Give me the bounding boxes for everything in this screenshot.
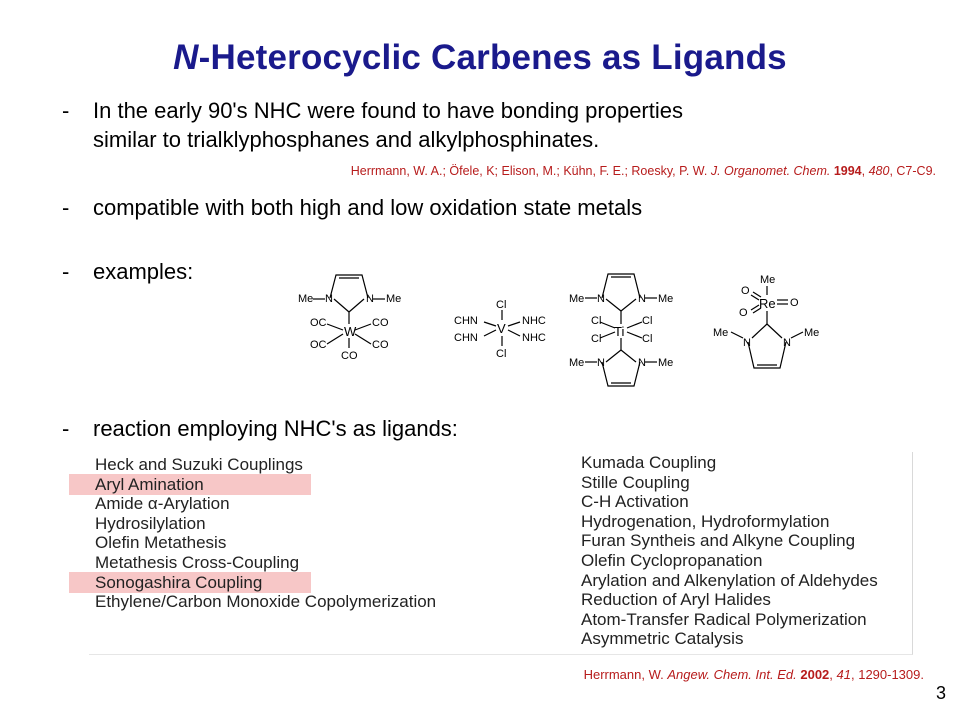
ti-cl-4: Cl	[642, 333, 653, 345]
w-co-bottom: CO	[372, 339, 389, 351]
list-item: Metathesis Cross-Coupling	[95, 552, 300, 572]
list-item: Ethylene/Carbon Monoxide Copolymerization	[95, 592, 437, 612]
bullet-dash: -	[62, 195, 70, 220]
v-chn-bottom: CHN	[454, 332, 478, 344]
slide-number: 3	[935, 683, 946, 703]
list-item: Hydrosilylation	[95, 513, 206, 533]
re-o-bottom: O	[739, 307, 748, 319]
reference-2-pages: , 1290-1309.	[850, 667, 924, 682]
ti-me-top-left: Me	[569, 293, 585, 305]
bullet-4	[62, 415, 458, 443]
bullet-2	[62, 194, 643, 222]
list-item: Arylation and Alkenylation of Aldehydes	[581, 570, 878, 590]
reference-1-pages: , C7-C9.	[889, 164, 936, 178]
bullet-dash: -	[62, 259, 70, 284]
re-o-top: O	[741, 285, 750, 297]
list-item: Heck and Suzuki Couplings	[95, 455, 303, 474]
v-nhc-bottom: NHC	[522, 332, 546, 344]
list-item: Olefin Metathesis	[95, 533, 227, 553]
ti-n-bottom-right: N	[638, 357, 646, 369]
w-metal: W	[344, 324, 357, 339]
bullet-1	[62, 97, 683, 125]
ti-cl-3: Cl	[591, 333, 602, 345]
bullet-2-text: compatible with both high and low oxidation state metals	[93, 195, 643, 220]
re-me-right: Me	[804, 327, 820, 339]
ti-me-bottom-left: Me	[569, 357, 585, 369]
list-item: Hydrogenation, Hydroformylation	[581, 511, 830, 531]
ti-metal: Ti	[614, 324, 625, 339]
ti-cl-2: Cl	[642, 315, 653, 327]
reference-1: Herrmann, W. A.; Öfele, K; Elison, M.; Kühn, F. E.; Roesky, P. W. J. Organomet. Chem. 1994, 480, C7-C9.	[350, 164, 936, 178]
ti-me-bottom-right: Me	[658, 357, 674, 369]
v-cl-bottom: Cl	[496, 348, 507, 360]
reference-1-authors: Herrmann, W. A.; Öfele, K; Elison, M.; Kühn, F. E.; Roesky, P. W.	[350, 164, 711, 178]
list-item: Asymmetric Catalysis	[581, 629, 744, 649]
list-item: Aryl Amination	[95, 474, 204, 494]
bullet-1-line-1: In the early 90's NHC were found to have bonding properties	[93, 98, 683, 123]
ti-n-bottom-left: N	[597, 357, 605, 369]
list-item: C-H Activation	[581, 492, 689, 512]
list-item: Kumada Coupling	[581, 453, 717, 472]
w-co-axial: CO	[341, 350, 358, 362]
bullet-1-line-2: similar to trialklyphosphanes and alkylphosphinates.	[93, 127, 600, 152]
v-nhc-top: NHC	[522, 315, 546, 327]
nhc-complex-structures	[280, 262, 840, 392]
list-item: Olefin Cyclopropanation	[581, 550, 763, 570]
bullet-dash: -	[62, 416, 70, 441]
reference-2-volume: 41	[836, 667, 851, 682]
list-item: Reduction of Aryl Halides	[581, 590, 771, 610]
v-metal: V	[497, 321, 506, 336]
title-italic: N	[173, 38, 199, 77]
ti-cl-1: Cl	[591, 315, 602, 327]
reference-2-year: 2002	[800, 667, 830, 682]
re-me-left: Me	[713, 327, 729, 339]
reference-1-year: 1994	[833, 164, 862, 178]
list-item: Stille Coupling	[581, 472, 690, 492]
list-item: Sonogashira Coupling	[95, 572, 263, 592]
re-me: Me	[760, 274, 776, 286]
bullet-3	[62, 258, 194, 286]
w-me-right: Me	[386, 293, 402, 305]
w-me-left: Me	[298, 293, 314, 305]
ti-n-top-left: N	[597, 293, 605, 305]
reference-1-journal: J. Organomet. Chem.	[710, 164, 831, 178]
v-cl-top: Cl	[496, 299, 507, 311]
re-n-right: N	[783, 337, 791, 349]
reactions-list-right	[581, 453, 878, 649]
slide-title	[0, 38, 960, 78]
list-item: Atom-Transfer Radical Polymerization	[581, 609, 867, 629]
w-oc-bottom: OC	[310, 339, 327, 351]
w-co-top: CO	[372, 317, 389, 329]
w-n-right: N	[366, 293, 374, 305]
re-n-left: N	[743, 337, 751, 349]
ti-me-top-right: Me	[658, 293, 674, 305]
bullet-4-text: reaction employing NHC's as ligands:	[93, 416, 458, 441]
w-oc-top: OC	[310, 317, 327, 329]
bullet-dash: -	[62, 98, 70, 123]
bullet-3-text: examples:	[93, 259, 194, 284]
w-n-left: N	[325, 293, 333, 305]
ti-n-top-right: N	[638, 293, 646, 305]
v-chn-top: CHN	[454, 315, 478, 327]
reference-2-authors: Herrmann, W.	[583, 667, 668, 682]
re-o-right: O	[790, 297, 799, 309]
title-rest: -Heterocyclic Carbenes as Ligands	[198, 38, 787, 77]
reference-1-volume: 480	[868, 164, 890, 178]
list-item: Amide α-Arylation	[95, 494, 230, 514]
list-item: Furan Syntheis and Alkyne Coupling	[581, 531, 856, 551]
re-metal: Re	[759, 296, 776, 311]
reactions-list-left	[95, 455, 436, 612]
reference-2: Herrmann, W. Angew. Chem. Int. Ed. 2002, 41, 1290-1309.	[583, 667, 924, 682]
reference-2-journal: Angew. Chem. Int. Ed.	[667, 667, 797, 682]
